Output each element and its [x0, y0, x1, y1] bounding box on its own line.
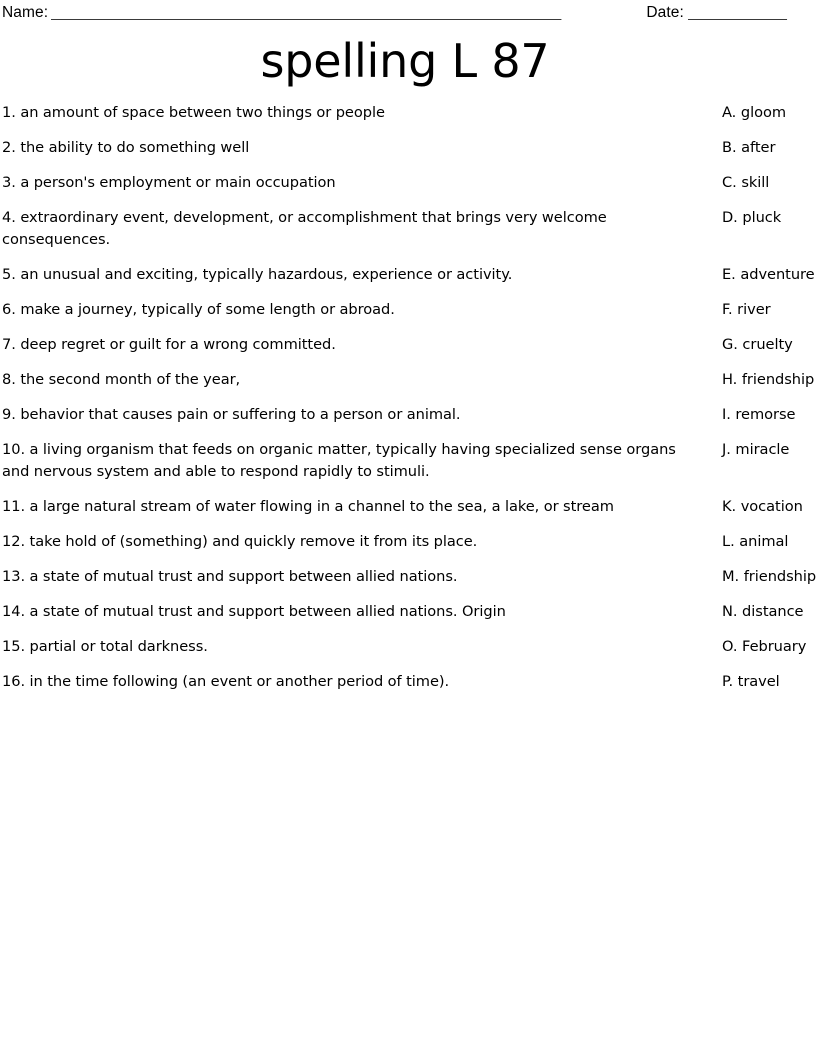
matching-row — [2, 496, 814, 518]
matching-row — [2, 137, 814, 159]
question-item[interactable]: 9. behavior that causes pain or suffering to a person or animal. — [2, 406, 461, 423]
question-item[interactable]: 5. an unusual and exciting, typically hazardous, experience or activity. — [2, 266, 513, 283]
answer-option[interactable]: M. friendship — [722, 568, 816, 585]
question-item[interactable]: 10. a living organism that feeds on organic matter, typically having specialized sense organs and nervous system and able to respond rapidly to stimuli. — [2, 441, 676, 480]
answer-option[interactable]: P. travel — [722, 673, 780, 690]
question-item[interactable]: 3. a person's employment or main occupation — [2, 174, 336, 191]
question-item[interactable]: 4. extraordinary event, development, or accomplishment that brings very welcome consequences. — [2, 209, 607, 248]
answer-option[interactable]: F. river — [722, 301, 771, 318]
matching-row — [2, 636, 814, 658]
question-item[interactable]: 16. in the time following (an event or another period of time). — [2, 673, 450, 690]
question-item[interactable]: 2. the ability to do something well — [2, 139, 250, 156]
answer-option[interactable]: G. cruelty — [722, 336, 793, 353]
name-label: Name: — [2, 4, 49, 21]
matching-row — [2, 369, 814, 391]
answer-option[interactable]: C. skill — [722, 174, 770, 191]
matching-row — [2, 566, 814, 588]
matching-exercise — [2, 102, 814, 693]
matching-row — [2, 264, 814, 286]
answer-option[interactable]: N. distance — [722, 603, 804, 620]
date-label: Date: — [646, 4, 684, 21]
matching-row — [2, 601, 814, 623]
matching-row — [2, 439, 814, 483]
matching-row — [2, 207, 814, 251]
question-item[interactable]: 13. a state of mutual trust and support between allied nations. — [2, 568, 458, 585]
answer-option[interactable]: E. adventure — [722, 266, 815, 283]
question-item[interactable]: 1. an amount of space between two things or people — [2, 104, 385, 121]
name-write-in-line[interactable]: ______________________________________________________________ — [51, 4, 561, 21]
matching-row — [2, 299, 814, 321]
answer-option[interactable]: K. vocation — [722, 498, 803, 515]
student-info-header — [2, 0, 814, 24]
matching-row — [2, 671, 814, 693]
matching-row — [2, 172, 814, 194]
question-item[interactable]: 11. a large natural stream of water flowing in a channel to the sea, a lake, or stream — [2, 498, 614, 515]
answer-option[interactable]: O. February — [722, 638, 807, 655]
question-item[interactable]: 12. take hold of (something) and quickly remove it from its place. — [2, 533, 478, 550]
matching-row — [2, 334, 814, 356]
question-item[interactable]: 15. partial or total darkness. — [2, 638, 208, 655]
page-title: spelling L 87 — [260, 34, 550, 88]
answer-option[interactable]: H. friendship — [722, 371, 815, 388]
answer-option[interactable]: D. pluck — [722, 209, 782, 226]
matching-row — [2, 404, 814, 426]
answer-option[interactable]: I. remorse — [722, 406, 796, 423]
date-write-in-line[interactable]: ____________ — [687, 4, 787, 21]
answer-option[interactable]: B. after — [722, 139, 776, 156]
question-item[interactable]: 14. a state of mutual trust and support between allied nations. Origin — [2, 603, 506, 620]
matching-row — [2, 531, 814, 553]
answer-option[interactable]: A. gloom — [722, 104, 786, 121]
answer-option[interactable]: L. animal — [722, 533, 789, 550]
question-item[interactable]: 8. the second month of the year, — [2, 371, 241, 388]
question-item[interactable]: 6. make a journey, typically of some length or abroad. — [2, 301, 395, 318]
answer-option[interactable]: J. miracle — [722, 441, 790, 458]
question-item[interactable]: 7. deep regret or guilt for a wrong committed. — [2, 336, 336, 353]
matching-row — [2, 102, 814, 124]
